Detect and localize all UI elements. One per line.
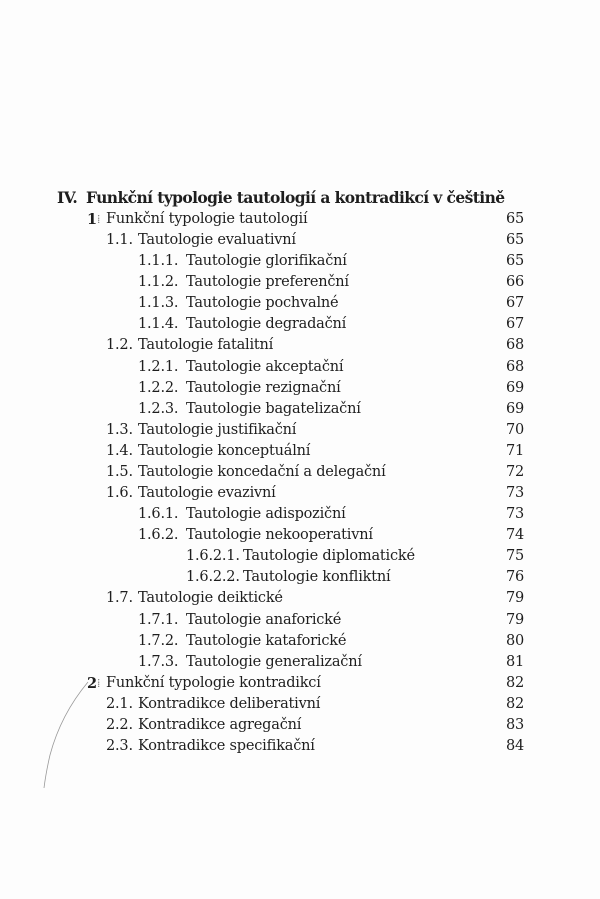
entry-number: 1.6.2.1. — [186, 548, 240, 565]
entry-page: 69 — [505, 379, 524, 396]
toc-entry — [0, 230, 600, 251]
toc-entry — [0, 314, 600, 335]
entry-title: Tautologie kataforické — [186, 632, 347, 649]
entry-number: 1.1. — [106, 232, 133, 249]
entry-title: Tautologie evaluativní — [138, 232, 296, 249]
entry-page: 73 — [505, 485, 524, 502]
entry-number: 1.7.1. — [138, 611, 179, 628]
entry-page: 68 — [505, 337, 524, 354]
entry-number: 1.6.1. — [138, 506, 179, 523]
entry-title: Tautologie diplomatické — [243, 548, 415, 565]
entry-page: 65 — [505, 232, 524, 249]
entry-number: 1.4. — [106, 442, 133, 459]
entry-title: Tautologie adispoziční — [186, 506, 346, 523]
toc-entry — [0, 399, 600, 420]
entry-page: 70 — [505, 421, 524, 438]
entry-number: 1.7.2. — [138, 632, 179, 649]
entry-title: Tautologie bagatelizační — [186, 400, 361, 417]
toc-entry — [0, 420, 600, 441]
toc-entry — [0, 525, 600, 546]
toc-entry — [0, 293, 600, 314]
entry-page: 84 — [505, 738, 524, 754]
toc-entry — [0, 546, 600, 567]
entry-page: 79 — [505, 590, 524, 607]
entry-number: 1.3. — [106, 421, 133, 438]
entry-page: 75 — [505, 548, 524, 565]
entry-page: 83 — [505, 716, 524, 733]
entry-page: 65 — [505, 253, 524, 270]
entry-number: 1.1.4. — [138, 316, 179, 333]
entry-page: 79 — [505, 611, 524, 628]
toc-entry — [0, 441, 600, 462]
entry-title: Kontradikce specifikační — [138, 738, 315, 754]
entry-title: Funkční typologie tautologií — [106, 211, 308, 227]
chapter-number: IV. — [57, 188, 78, 207]
entry-title: Kontradikce agregační — [138, 716, 302, 733]
chapter-title: Funkční typologie tautologií a kontradikcí v češtině — [86, 188, 505, 207]
toc-entry — [0, 335, 600, 356]
entry-number: 1.6.2.2. — [186, 569, 240, 586]
entry-page: 76 — [505, 569, 524, 586]
toc-entry — [0, 483, 600, 504]
entry-title: Funkční typologie kontradikcí — [106, 674, 321, 691]
entry-number: 1.1.1. — [138, 253, 179, 270]
entry-title: Tautologie akceptační — [186, 358, 344, 375]
toc-entry — [0, 251, 600, 272]
entry-page: 69 — [505, 400, 524, 417]
toc-entry — [0, 652, 600, 673]
entry-title: Tautologie degradační — [186, 316, 347, 333]
entry-title: Tautologie preferenční — [186, 274, 349, 291]
entry-number: 1.6. — [106, 485, 133, 502]
entry-page: 71 — [505, 442, 524, 459]
entry-number: 1.7. — [106, 590, 133, 607]
toc-entry — [0, 462, 600, 483]
entry-title: Tautologie evazivní — [138, 485, 276, 502]
entry-title: Tautologie fatalitní — [138, 337, 274, 354]
entry-title: Tautologie deiktické — [138, 590, 283, 607]
entry-number: 1.2.3. — [138, 400, 179, 417]
entry-number: 1 — [87, 211, 97, 228]
entry-title: Tautologie konceptuální — [138, 442, 311, 459]
entry-page: 67 — [505, 316, 524, 333]
entry-number: 2.3. — [106, 738, 133, 754]
entry-title: Tautologie rezignační — [186, 379, 341, 396]
toc-entry — [0, 567, 600, 588]
toc-entry — [0, 272, 600, 293]
entry-page: 81 — [505, 653, 524, 670]
entry-title: Tautologie nekooperativní — [186, 527, 373, 544]
entry-page: 65 — [505, 211, 524, 227]
entry-page: 82 — [505, 695, 524, 712]
entry-number: 2.1. — [106, 695, 133, 712]
entry-title: Tautologie justifikační — [138, 421, 297, 438]
entry-title: Tautologie generalizační — [186, 653, 362, 670]
dotted-separator: ⁞ — [97, 212, 101, 226]
entry-title: Tautologie anaforické — [186, 611, 342, 628]
entry-title: Tautologie glorifikační — [186, 253, 347, 270]
entry-number: 2 — [87, 674, 97, 692]
pencil-mark — [38, 680, 98, 790]
toc-entry — [0, 588, 600, 609]
entry-number: 1.7.3. — [138, 653, 179, 670]
entry-page: 72 — [505, 463, 524, 480]
entry-number: 1.2. — [106, 337, 133, 354]
toc-entry — [0, 610, 600, 631]
entry-number: 1.2.1. — [138, 358, 179, 375]
entry-page: 73 — [505, 506, 524, 523]
entry-number: 2.2. — [106, 716, 133, 733]
entry-title: Tautologie konfliktní — [243, 569, 391, 586]
entry-page: 74 — [505, 527, 524, 544]
entry-number: 1.1.2. — [138, 274, 179, 291]
entry-title: Tautologie pochvalné — [186, 295, 339, 312]
entry-title: Kontradikce deliberativní — [138, 695, 321, 712]
entry-number: 1.5. — [106, 463, 133, 480]
toc-entry — [0, 504, 600, 525]
entry-page: 68 — [505, 358, 524, 375]
chapter-heading — [57, 188, 505, 207]
entry-number: 1.1.3. — [138, 295, 179, 312]
toc-entry — [0, 357, 600, 378]
entry-page: 67 — [505, 295, 524, 312]
entry-page: 66 — [505, 274, 524, 291]
toc-entry — [0, 631, 600, 652]
dotted-separator: ⁞ — [97, 675, 101, 690]
toc-entry — [0, 209, 600, 230]
entry-number: 1.2.2. — [138, 379, 179, 396]
entry-page: 82 — [505, 674, 524, 691]
entry-page: 80 — [505, 632, 524, 649]
entry-title: Tautologie koncedační a delegační — [138, 463, 386, 480]
entry-number: 1.6.2. — [138, 527, 179, 544]
toc-entry — [0, 378, 600, 399]
